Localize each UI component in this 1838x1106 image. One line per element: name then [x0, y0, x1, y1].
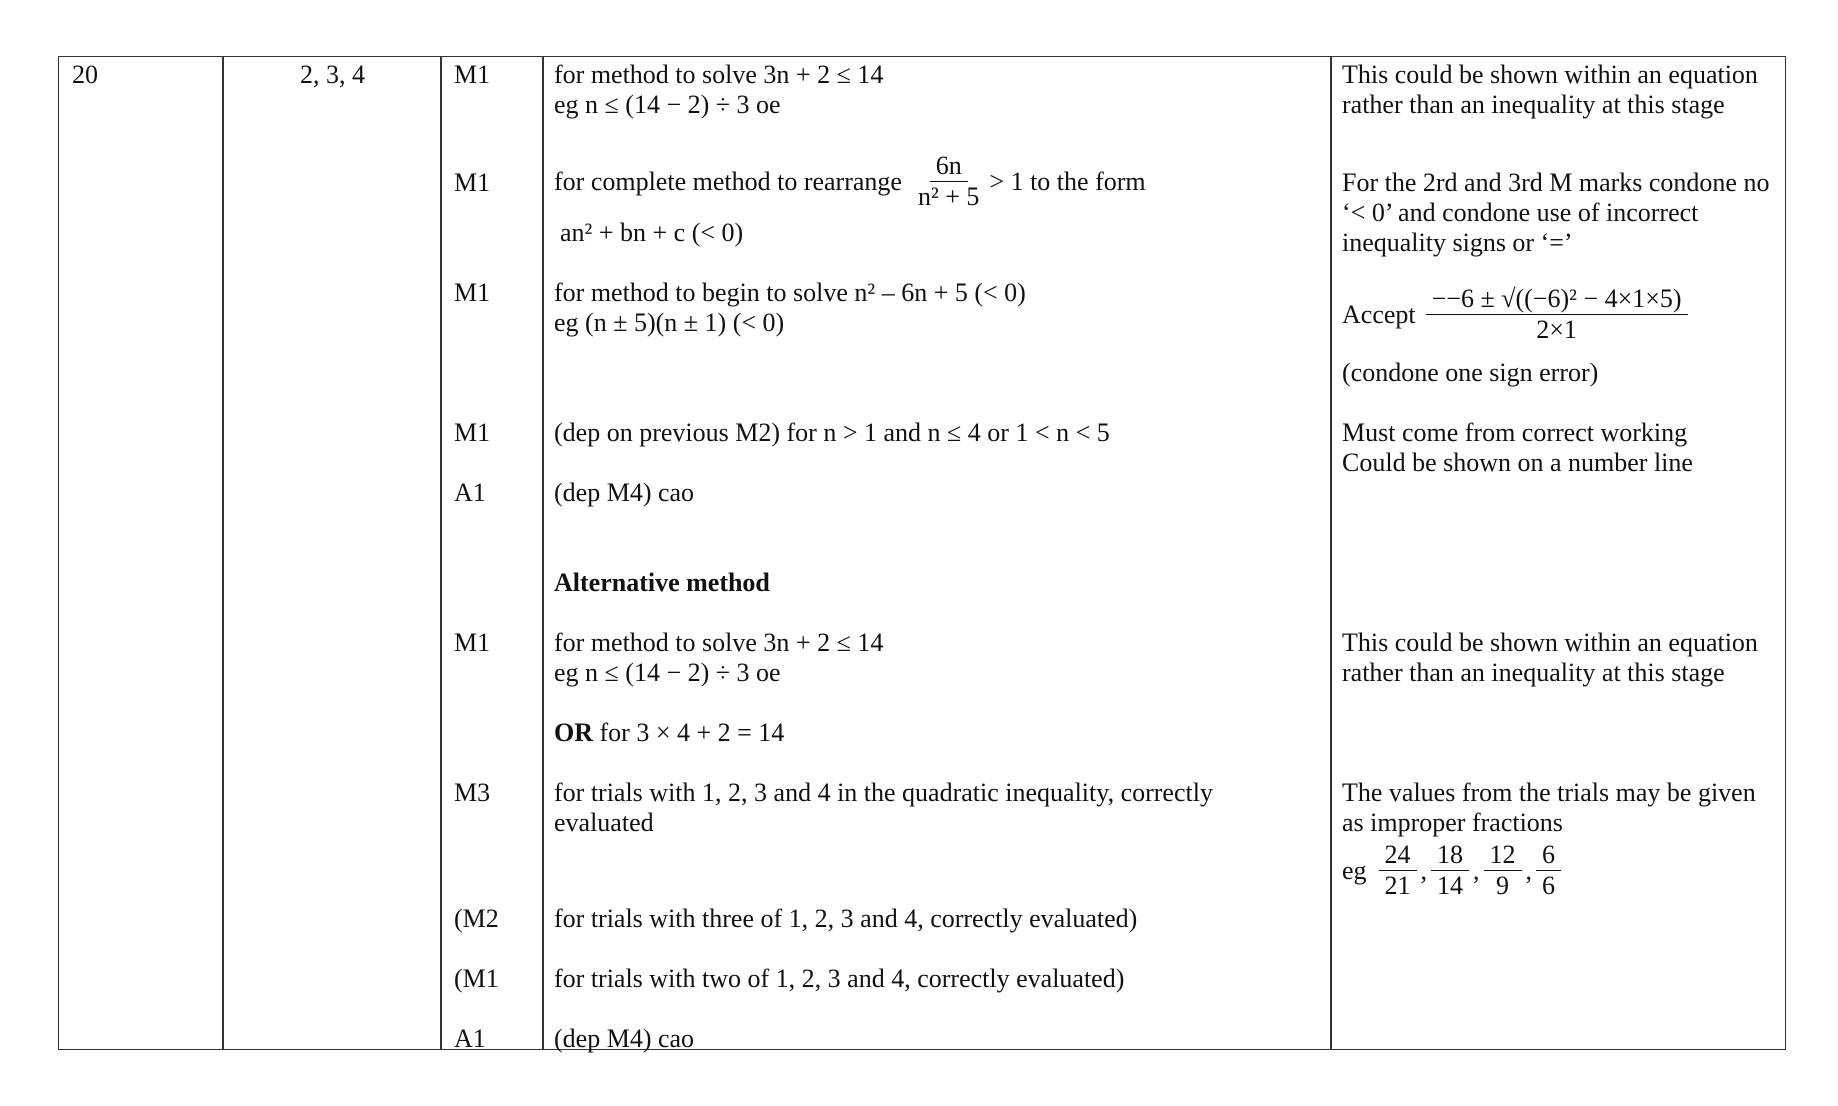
- guidance-line: (dep M4) cao: [554, 1024, 695, 1053]
- guidance-text: > 1 to the form: [989, 166, 1146, 196]
- comment-line: ‘< 0’ and condone use of incorrect: [1342, 198, 1699, 227]
- fraction-numerator: 24: [1379, 840, 1417, 871]
- or-keyword: OR: [554, 718, 593, 747]
- column-divider: [542, 56, 544, 1050]
- column-divider: [440, 56, 442, 1050]
- comment-line: rather than an inequality at this stage: [1342, 90, 1725, 119]
- comment-line: For the 2rd and 3rd M marks condone no: [1342, 168, 1770, 197]
- guidance-line: for method to solve 3n + 2 ≤ 14: [554, 628, 884, 657]
- guidance-line: (dep M4) cao: [554, 478, 695, 507]
- fraction-numerator: 18: [1431, 840, 1469, 871]
- example-fractions: eg $\frac{24}{21}$ , $\frac{18}{14}$ , $\frac{12}{9}$ , $\frac{6}{6}$: [1342, 840, 1565, 901]
- accept-expression: [1342, 284, 1692, 345]
- guidance-line: eg n ≤ (14 − 2) ÷ 3 oe: [554, 90, 781, 119]
- guidance-text: for complete method to rearrange: [554, 166, 902, 196]
- guidance-line: for method to begin to solve n² – 6n + 5 (< 0): [554, 278, 1026, 307]
- fraction: [1484, 840, 1522, 901]
- eg-label: eg: [1342, 855, 1367, 885]
- question-answer: 2, 3, 4: [300, 60, 365, 89]
- fraction: [1536, 840, 1561, 901]
- fraction-numerator: 6n: [930, 151, 968, 182]
- mark-code: M1: [454, 628, 491, 657]
- guidance-line: eg (n ± 5)(n ± 1) (< 0): [554, 308, 785, 337]
- guidance-line: evaluated: [554, 808, 654, 837]
- fraction-denominator: 21: [1384, 871, 1411, 900]
- comment-line: Must come from correct working: [1342, 418, 1688, 447]
- comment-line: Could be shown on a number line: [1342, 448, 1693, 477]
- fraction: [912, 151, 985, 212]
- fraction-denominator: 6: [1542, 871, 1556, 900]
- comment-line: This could be shown within an equation: [1342, 60, 1758, 89]
- guidance-line: for trials with three of 1, 2, 3 and 4, correctly evaluated): [554, 904, 1138, 933]
- fraction-numerator: 6: [1536, 840, 1561, 871]
- question-number: 20: [72, 60, 98, 89]
- mark-code: A1: [454, 1024, 486, 1053]
- comment-line: as improper fractions: [1342, 808, 1563, 837]
- fraction-denominator: n² + 5: [917, 182, 980, 211]
- comment-line: The values from the trials may be given: [1342, 778, 1756, 807]
- fraction: [1431, 840, 1469, 901]
- guidance-line: [554, 151, 1146, 212]
- fraction-numerator: 12: [1484, 840, 1522, 871]
- fraction: [1379, 840, 1417, 901]
- comment-line: rather than an inequality at this stage: [1342, 658, 1725, 687]
- fraction-denominator: 9: [1496, 871, 1510, 900]
- guidance-line: for method to solve 3n + 2 ≤ 14: [554, 60, 884, 89]
- column-divider: [222, 56, 224, 1050]
- mark-code: M1: [454, 278, 491, 307]
- fraction-denominator: 2×1: [1536, 315, 1577, 344]
- mark-code: A1: [454, 478, 486, 507]
- guidance-line: for trials with 1, 2, 3 and 4 in the quadratic inequality, correctly: [554, 778, 1213, 807]
- comment-line: inequality signs or ‘=’: [1342, 228, 1573, 257]
- mark-code: M3: [454, 778, 491, 807]
- mark-code: M1: [454, 168, 491, 197]
- guidance-line: (dep on previous M2) for n > 1 and n ≤ 4 or 1 < n < 5: [554, 418, 1110, 447]
- fraction-denominator: 14: [1437, 871, 1464, 900]
- guidance-text: for 3 × 4 + 2 = 14: [599, 718, 785, 747]
- mark-code: (M2: [454, 904, 499, 933]
- mark-code: (M1: [454, 964, 499, 993]
- comment-line: This could be shown within an equation: [1342, 628, 1758, 657]
- guidance-line: [554, 718, 784, 748]
- mark-code: M1: [454, 418, 491, 447]
- column-divider: [1330, 56, 1332, 1050]
- guidance-line: an² + bn + c (< 0): [560, 218, 744, 247]
- fraction-numerator: −−6 ± √((−6)² − 4×1×5): [1426, 284, 1688, 315]
- alternative-method-heading: Alternative method: [554, 568, 770, 597]
- guidance-line: eg n ≤ (14 − 2) ÷ 3 oe: [554, 658, 781, 687]
- comment-line: (condone one sign error): [1342, 358, 1599, 387]
- accept-label: Accept: [1342, 299, 1416, 329]
- fraction: [1426, 284, 1688, 345]
- guidance-line: for trials with two of 1, 2, 3 and 4, correctly evaluated): [554, 964, 1125, 993]
- mark-code: M1: [454, 60, 491, 89]
